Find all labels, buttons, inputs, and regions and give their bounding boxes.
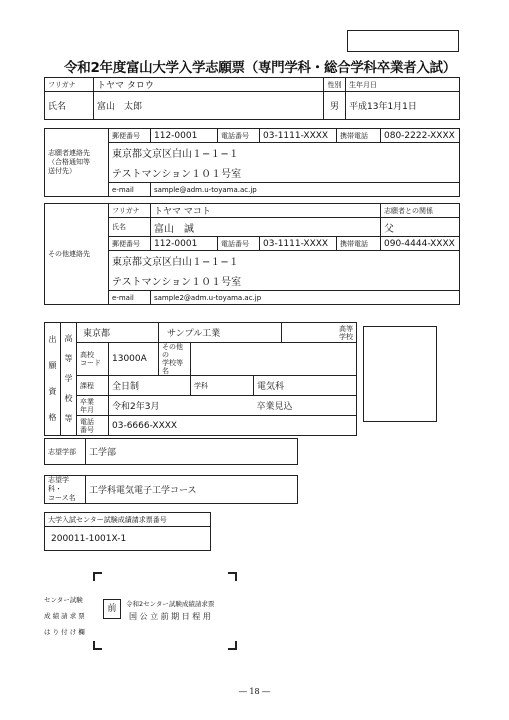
photo-box[interactable]: [363, 326, 437, 422]
grad-status[interactable]: 卒業見込: [254, 396, 357, 416]
other-email-value[interactable]: sample2@adm.u-toyama.ac.jp: [151, 291, 460, 305]
paste-corner-br: [228, 641, 237, 650]
course-choice-value[interactable]: 工学科電気電子工学コース: [86, 476, 298, 504]
school-name[interactable]: サンプル工業: [159, 323, 282, 343]
faculty-label: 志望学部: [45, 439, 86, 465]
contact-mobile-value[interactable]: 080-2222-XXXX: [381, 129, 460, 143]
other-furigana-label: フリガナ: [109, 204, 151, 218]
other-address2[interactable]: テストマンション１０１号室: [109, 271, 460, 291]
course-choice-label: 志望学科・ コース名: [45, 476, 86, 504]
contact-address2[interactable]: テストマンション１０１号室: [109, 163, 460, 183]
grad-label: 卒業 年月: [77, 396, 109, 416]
course-label: 課程: [77, 376, 109, 396]
applicant-table: [44, 77, 460, 120]
school-code-value[interactable]: 13000A: [109, 343, 159, 376]
other-name-value[interactable]: 富山 誠: [151, 218, 381, 237]
other-contact-table: [44, 203, 460, 305]
other-school-label: その他の 学校等名: [159, 343, 191, 376]
paste-line1: 令和2センター試験成績請求票: [126, 600, 215, 608]
other-name-label: 氏名: [109, 218, 151, 237]
center-label: 大学入試センター試験成績請求票番号: [45, 513, 211, 527]
school-phone-value[interactable]: 03-6666-XXXX: [109, 416, 357, 436]
school-table: [44, 322, 357, 436]
furigana-value[interactable]: トヤマ タロウ: [94, 78, 324, 92]
paste-side-label: センター試験 成 績 請 求 票 は り 付 け 欄: [44, 596, 85, 636]
contact-postal-value[interactable]: 112-0001: [151, 129, 218, 143]
other-contact-label: その他連絡先: [45, 204, 109, 305]
contact-mobile-label: 携帯電話: [337, 129, 381, 143]
other-postal-value[interactable]: 112-0001: [151, 237, 218, 251]
page-title: 令和2年度富山大学入学志願票（専門学科・総合学科卒業者入試）: [64, 60, 456, 76]
school-prefecture[interactable]: 東京都: [77, 323, 159, 343]
paste-line2: 国 公 立 前 期 日 程 用: [129, 612, 211, 621]
other-postal-label: 郵便番号: [109, 237, 151, 251]
contact-label: 志願者連絡先 （合格通知等 送付先）: [45, 129, 109, 197]
school-type: 高等 学校: [282, 323, 357, 343]
course-value[interactable]: 全日制: [109, 376, 191, 396]
course-choice-table: [44, 475, 298, 504]
contact-postal-label: 郵便番号: [109, 129, 151, 143]
gender-value[interactable]: 男: [324, 92, 346, 120]
contact-address1[interactable]: 東京都文京区白山１−１−１: [109, 143, 460, 163]
school-code-label: 高校 コード: [77, 343, 109, 376]
contact-email-value[interactable]: sample@adm.u-toyama.ac.jp: [151, 183, 460, 197]
other-address1[interactable]: 東京都文京区白山１−１−１: [109, 251, 460, 271]
other-mobile-label: 携帯電話: [337, 237, 381, 251]
faculty-table: [44, 438, 298, 465]
other-phone-value[interactable]: 03-1111-XXXX: [260, 237, 337, 251]
center-value[interactable]: 200011-1001X-1: [45, 527, 211, 551]
contact-table: [44, 128, 460, 197]
school-vertical-label: 高 等 学 校 等: [61, 323, 77, 436]
contact-phone-label: 電話番号: [218, 129, 260, 143]
furigana-label: フリガナ: [45, 78, 94, 92]
other-furigana-value[interactable]: トヤマ マコト: [151, 204, 381, 218]
birth-value[interactable]: 平成13年1月1日: [346, 92, 460, 120]
other-mobile-value[interactable]: 090-4444-XXXX: [381, 237, 460, 251]
page-number: ― 18 ―: [238, 687, 271, 696]
paste-corner-tr: [228, 572, 237, 581]
paste-corner-bl: [93, 641, 102, 650]
other-relation-value[interactable]: 父: [381, 218, 460, 237]
grad-value[interactable]: 令和2年3月: [109, 396, 254, 416]
center-table: [44, 512, 211, 551]
gender-label: 性別: [324, 78, 346, 92]
other-phone-label: 電話番号: [218, 237, 260, 251]
birth-label: 生年月日: [346, 78, 460, 92]
school-phone-label: 電話 番号: [77, 416, 109, 436]
contact-email-label: e-mail: [109, 183, 151, 197]
dept-label: 学科: [191, 376, 254, 396]
exam-number-box[interactable]: [347, 30, 459, 52]
other-email-label: e-mail: [109, 291, 151, 305]
mae-box: 前: [103, 599, 121, 619]
name-value[interactable]: 富山 太郎: [94, 92, 324, 120]
contact-phone-value[interactable]: 03-1111-XXXX: [260, 129, 337, 143]
qualification-vertical-label: 出 願 資 格: [45, 323, 61, 436]
paste-corner-tl: [93, 572, 102, 581]
name-label: 氏名: [45, 92, 94, 120]
dept-value[interactable]: 電気科: [254, 376, 357, 396]
other-school-value[interactable]: [191, 343, 357, 376]
faculty-value[interactable]: 工学部: [86, 439, 298, 465]
other-relation-label: 志願者との関係: [381, 204, 460, 218]
